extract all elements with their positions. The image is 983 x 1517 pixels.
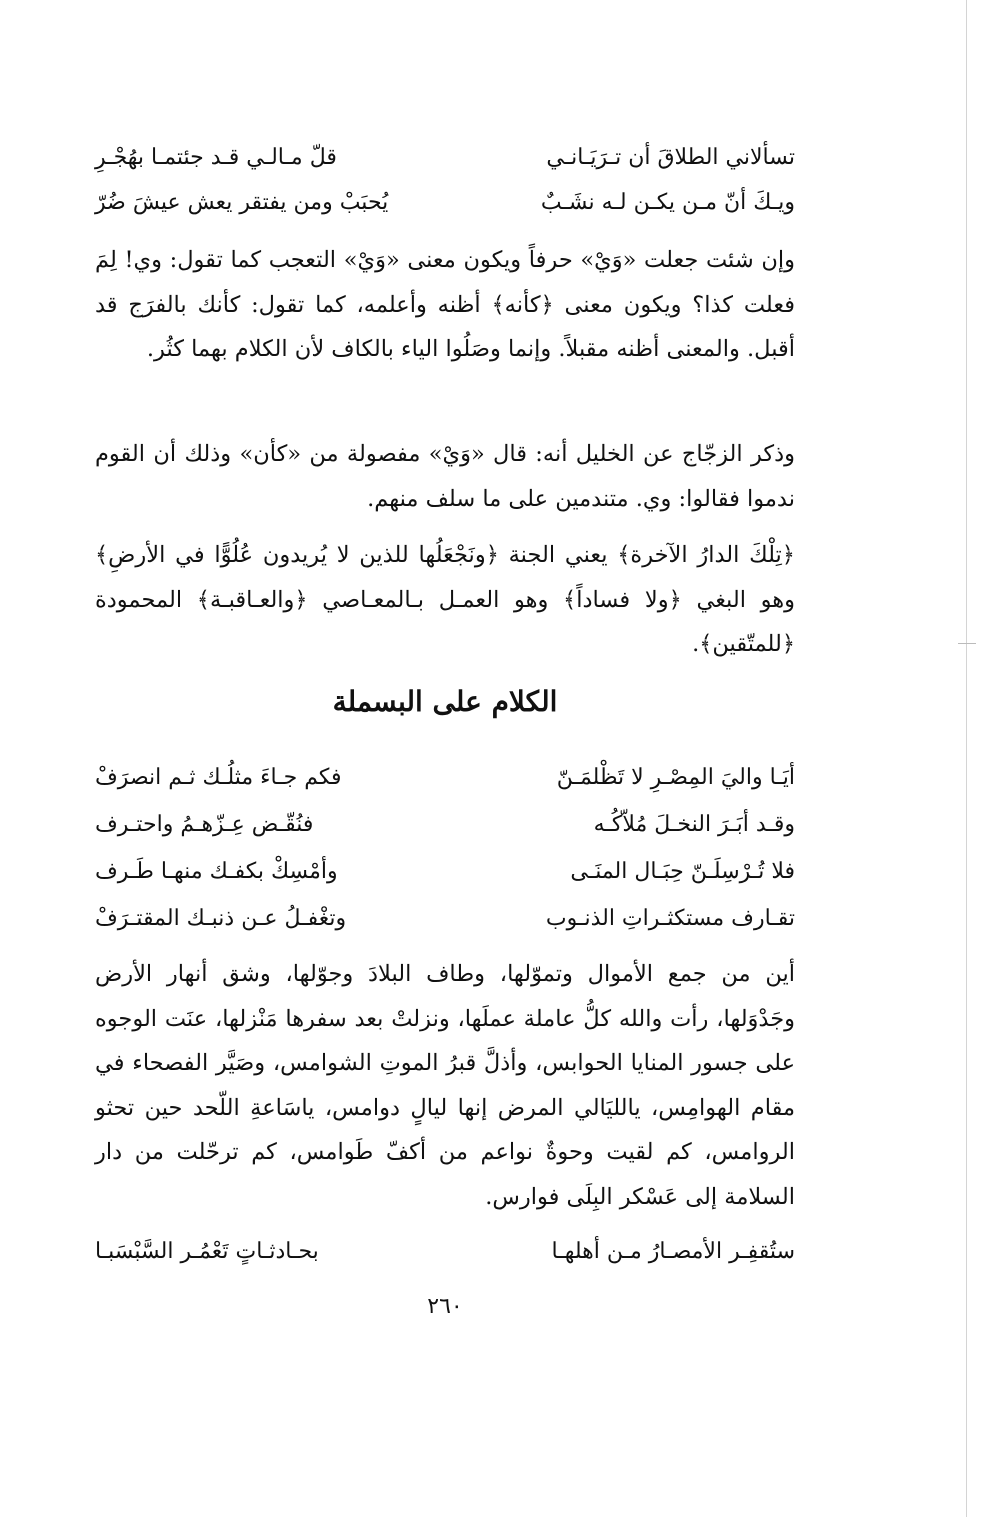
verse-first-hemistich: وقـد أبَـرَ النخـلَ مُلاّكُـه <box>593 812 795 837</box>
page-edge-line <box>966 0 967 1517</box>
verse-line <box>95 852 795 892</box>
verse-line <box>95 899 795 939</box>
verse-first-hemistich: أيَـا واليَ المِصْـرِ لا تَظْلمَـنّ <box>556 765 795 790</box>
verse-first-hemistich: تسألاني الطلاقَ أن تـرَيَـانـي <box>546 145 795 170</box>
verse-second-hemistich: بحـادثـاتٍ تَعْمُـر السَّبْسَبـا <box>95 1239 319 1264</box>
paragraph: ﴿تِلْكَ الدارُ الآخرة﴾ يعني الجنة ﴿ونَجْعَلُها للذين لا يُريدون عُلُوًّا في الأرضِ﴾ وهو البغي ﴿ولا فساداً﴾ وهو العمـل بـالمعـاصي ﴿والعـاقبـة﴾ المحمودة ﴿للمتّقين﴾. <box>95 542 795 657</box>
paragraph: وذكر الزجّاج عن الخليل أنه: قال «وَيْ» مفصولة من «كأن» وذلك أن القوم ندموا فقالوا: وي. متندمين على ما سلف منهم. <box>95 441 795 512</box>
verse-second-hemistich: فنُقّـض عِـزّهـمُ واحتـرف <box>95 812 314 837</box>
verse-second-hemistich: وتغْفـلُ عـن ذنبـك المقتـرَفْ <box>95 906 347 931</box>
verse-first-hemistich: فلا تُـرْسِلَـنّ حِبَـال المنَـى <box>570 859 795 884</box>
page-number: ٢٦٠ <box>427 1294 463 1319</box>
paragraph: وإن شئت جعلت «وَيْ» حرفاً ويكون معنى «وَيْ» التعجب كما تقول: وي! لِمَ فعلت كذا؟ ويكون معنى ﴿كأنه﴾ أظنه وأعلمه، كما تقول: كأنك بالفرَج قد أقبل. والمعنى أظنه مقبلاً. وإنما وصَلُوا الياء بالكاف لأن الكلام بهما كثُر. <box>95 247 795 362</box>
verse-line <box>95 138 795 178</box>
verse-line <box>95 183 795 223</box>
verse-first-hemistich: ستُقفِـر الأمصـارُ مـن أهلهـا <box>551 1239 795 1264</box>
margin-tick <box>958 643 976 644</box>
verse-line <box>95 758 795 798</box>
verse-first-hemistich: تقـارف مستكثـراتِ الذنـوب <box>545 906 795 931</box>
section-heading: الكلام على البسملة <box>332 685 558 718</box>
verse-line <box>95 1232 795 1272</box>
verse-second-hemistich: قلّ مـالـي قـد جئتمـا بهُجْـرِ <box>95 145 337 170</box>
verse-second-hemistich: يُحبَبْ ومن يفتقر يعش عيشَ ضُرّ <box>95 190 389 215</box>
verse-second-hemistich: فكم جـاءَ مثلُـك ثـم انصرَفْ <box>95 765 342 790</box>
verse-line <box>95 805 795 845</box>
paragraph: أين من جمع الأموال وتموّلها، وطاف البلادَ وجوّلها، وشق أنهار الأرض وجَدْوَلها، رأت والله كلُّ عاملة عملَها، ونزلتْ بعد سفرها مَنْزلها، عنَت الوجوه على جسور المنايا الحوابس، وأذلَّ قبرُ الموتِ الشوامس، وصَيَّر الفصحاء في مقام الهوامِس، يالليَالي المرض إنها ليالٍ دوامس، ياسَاعةِ اللّحد حين تحثو الروامس، كم لقيت وحوةٌ نواعم من أكفّ طَوامس، كم ترحّلت من دار السلامة إلى عَسْكر البِلَى فوارس. <box>95 961 795 1210</box>
verse-second-hemistich: وأمْسِكْ بكفـك منهـا طَـرف <box>95 859 338 884</box>
verse-first-hemistich: ويـكَ أنّ مـن يكـن لـه نشَـبٌ <box>540 190 795 215</box>
